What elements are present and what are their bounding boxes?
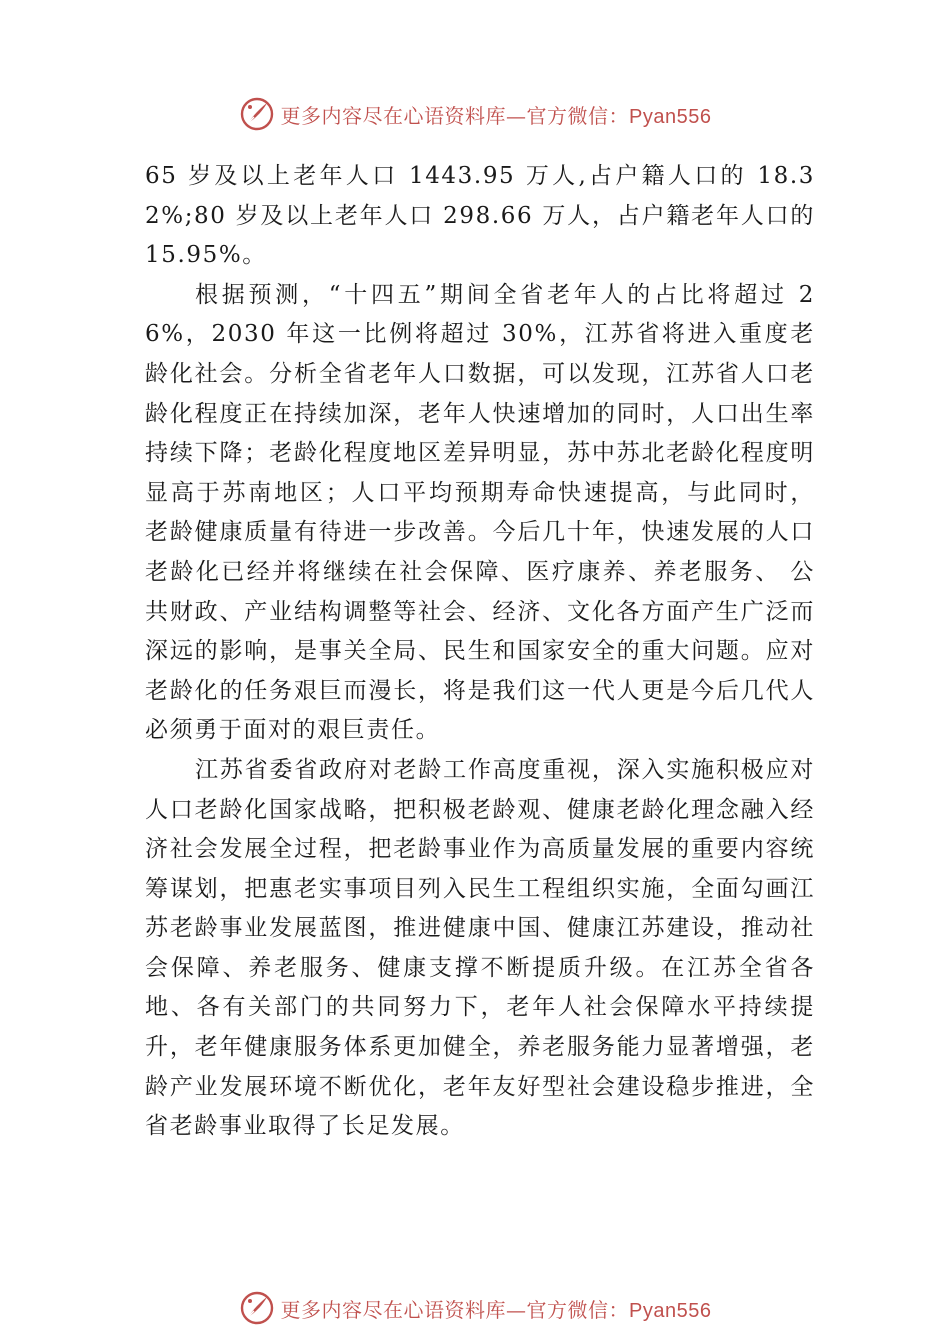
paragraph-1: 65 岁及以上老年人口 1443.95 万人,占户籍人口的 18.32%;80 岁及以上老年人口 298.66 万人，占户籍老年人口的 15.95%。 (145, 163, 815, 269)
watermark-text: 更多内容尽在心语资料库—官方微信：Pyan556 (280, 1297, 712, 1322)
paragraph-3: 江苏省委省政府对老龄工作高度重视，深入实施积极应对人口老龄化国家战略，把积极老龄观、健康老龄化理念融入经济社会发展全过程，把老龄事业作为高质量发展的重要内容统筹谋划，把惠老实事项目列入民生工程组织实施，全面勾画江苏老龄事业发展蓝图，推进健康中国、健康江苏建设，推动社会保障、养老服务、健康支撑不断提质升级。在江苏全省各地、各有关部门的共同努力下，老年人社会保障水平持续提升，老年健康服务体系更加健全，养老服务能力显著增强，老龄产业发展环境不断优化，老年友好型社会建设稳步推进，全省老龄事业取得了长足发展。 (145, 756, 815, 1140)
document-body (145, 157, 815, 1147)
watermark-text: 更多内容尽在心语资料库—官方微信：Pyan556 (280, 103, 712, 128)
footer-watermark (0, 1286, 950, 1330)
header-watermark (0, 92, 950, 136)
quill-seal-icon (239, 96, 275, 132)
paragraph-2: 根据预测，“十四五”期间全省老年人的占比将超过 26%，2030 年这一比例将超过 30%，江苏省将进入重度老龄化社会。分析全省老年人口数据，可以发现，江苏省人口老龄化程度正在持续加深，老年人快速增加的同时，人口出生率持续下降；老龄化程度地区差异明显，苏中苏北老龄化程度明显高于苏南地区；人口平均预期寿命快速提高，与此同时， 老龄健康质量有待进一步改善。今后几十年，快速发展的人口老龄化已经并将继续在社会保障、医疗康养、养老服务、 公共财政、产业结构调整等社会、经济、文化各方面产生广泛而深远的影响，是事关全局、民生和国家安全的重大问题。应对老龄化的任务艰巨而漫长，将是我们这一代人更是今后几代人必须勇于面对的艰巨责任。 (145, 281, 815, 744)
quill-seal-icon (239, 1290, 275, 1326)
